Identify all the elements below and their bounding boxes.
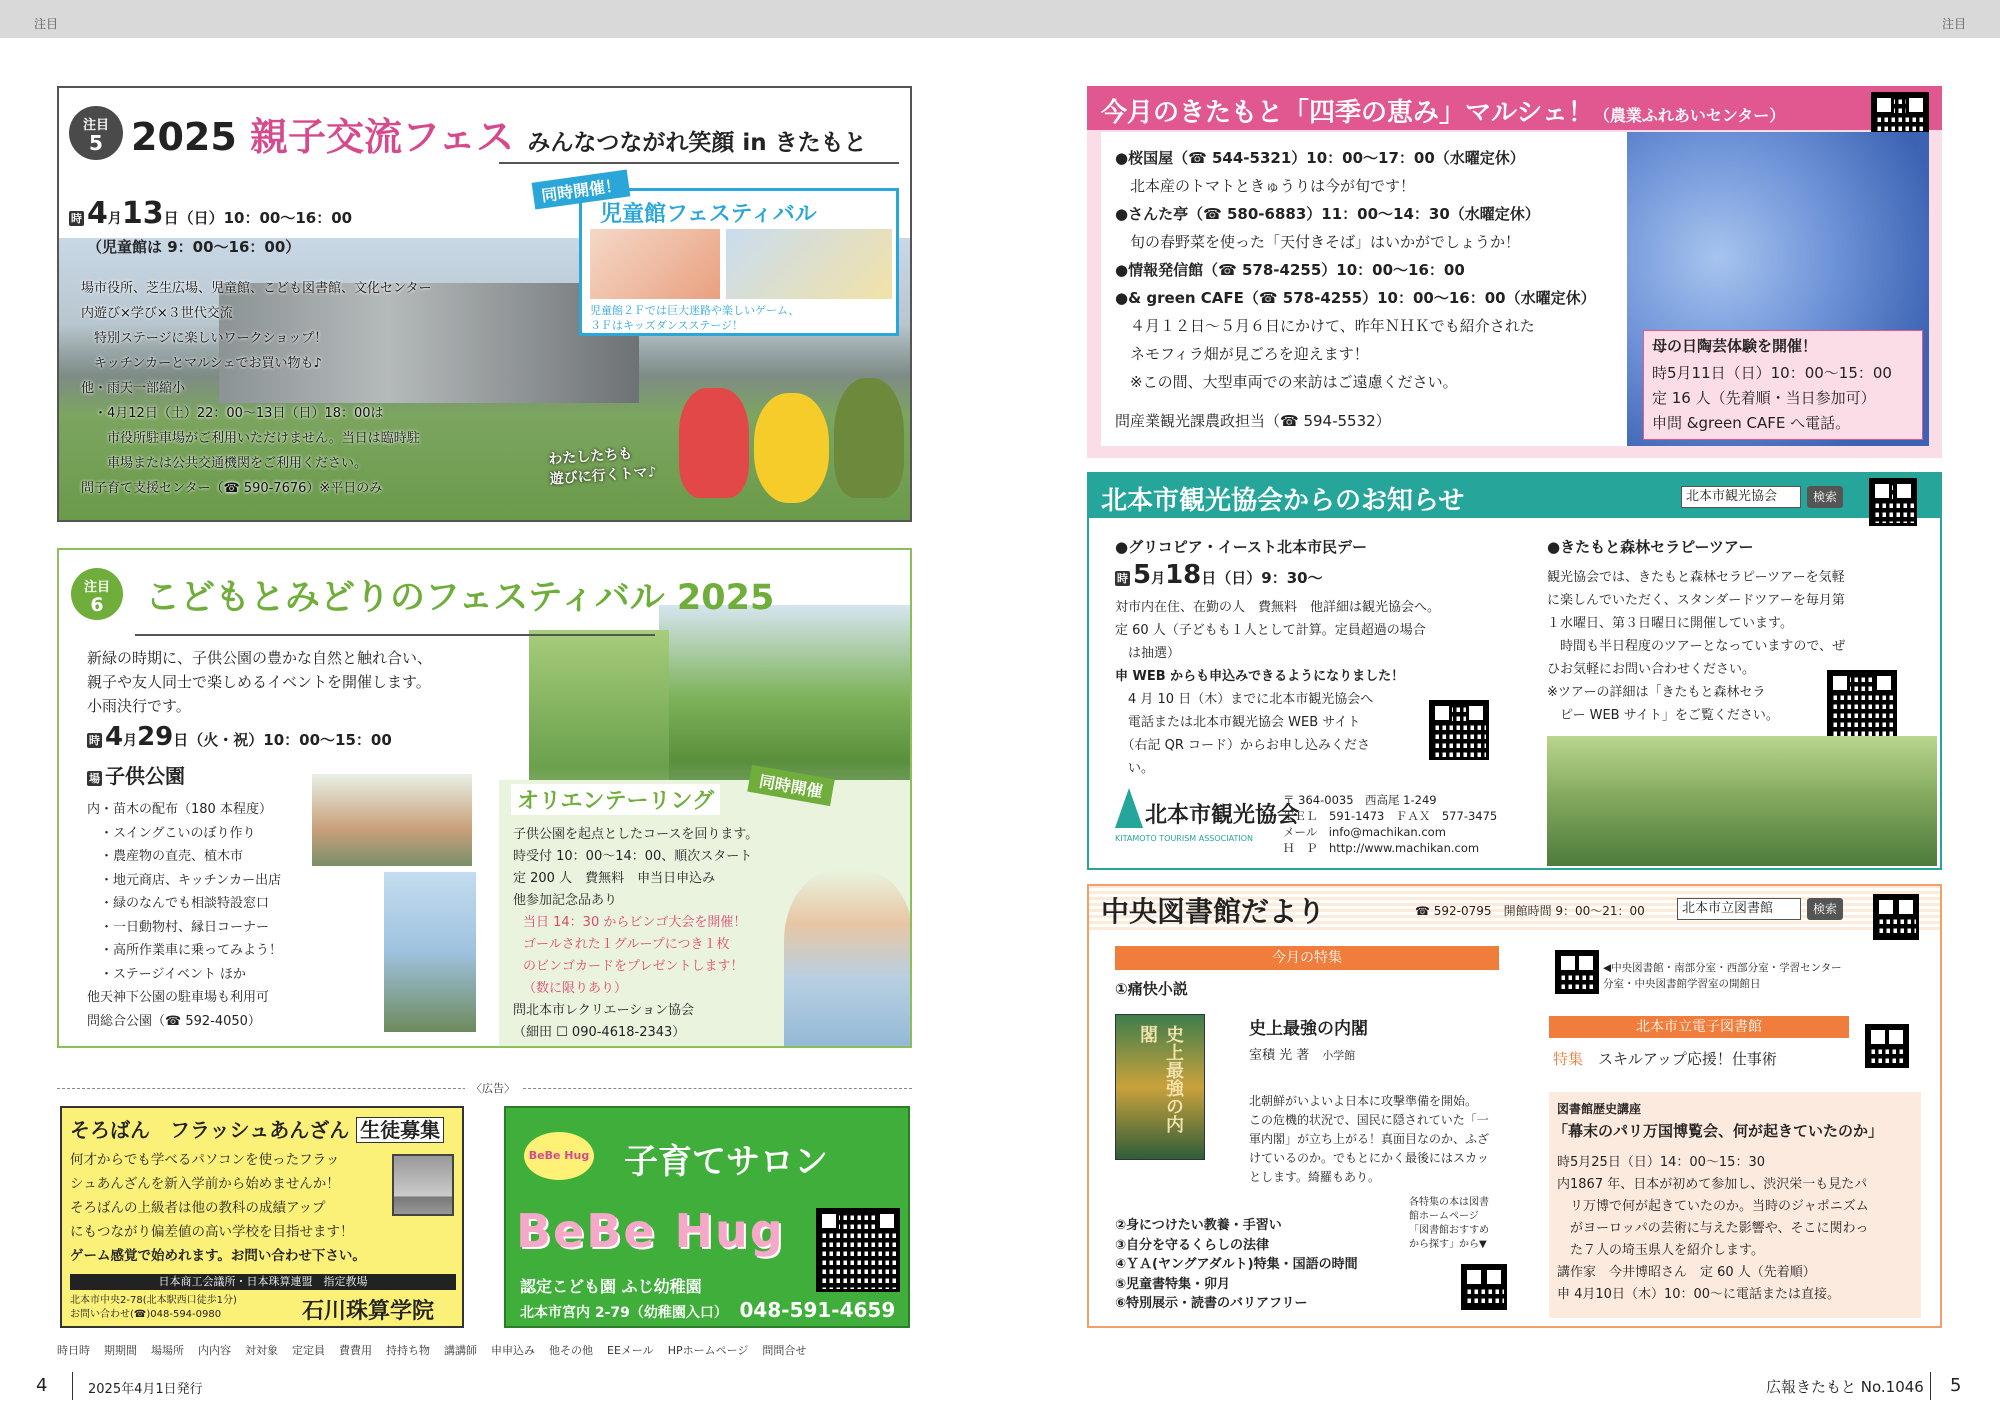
library-header bbox=[1089, 886, 1942, 930]
fest6-box bbox=[57, 548, 912, 1048]
ad-label: 〈広告〉 bbox=[465, 1080, 521, 1096]
marche-contact: 問産業観光課農政担当（☎ 594-5532） bbox=[1115, 412, 1391, 430]
fest5-box bbox=[57, 86, 912, 522]
feature-qr bbox=[1461, 1264, 1507, 1310]
fest5-details: 場市役所、芝生広場、児童館、こども図書館、文化センター 内遊び×学び×３世代交流 特別ステージに楽しいワークショップ！ キッチンカーとマルシェでお買い物も♪ 他・雨天一部縮小 ・4月12日（土）22：00～13日（日）18：00は 市役所駐車場がご利用いただけません。当日は臨時駐 車場または公共交通機関をご利用ください。 問子育て支援センター（☎ 590-7676）※平日のみ bbox=[81, 281, 432, 496]
fest5-date-note: （児童館は 9：00～16：00） bbox=[87, 238, 301, 256]
orient-bingo: 当日 14：30 からビンゴ大会を開催！ ゴールされた１グループにつき１枚 のビンゴカードをプレゼントします！ （数に限りあり） bbox=[523, 915, 747, 996]
salon-contact: 北本市宮内 2-79（幼稚園入口） 048-591-4659 bbox=[520, 1298, 896, 1322]
orient-title: オリエンテーリング bbox=[511, 784, 720, 815]
library-title: 中央図書館だより bbox=[1101, 895, 1326, 928]
fest6-badge: 注目 6 bbox=[71, 568, 123, 620]
book-author: 室積 光 著 小学館 bbox=[1249, 1048, 1356, 1063]
mascot-characters bbox=[679, 368, 909, 518]
soroban-school: 石川珠算学院 bbox=[302, 1299, 435, 1324]
ebook-feature: 特集 スキルアップ応援！仕事術 bbox=[1553, 1050, 1777, 1068]
branch-qr bbox=[1555, 950, 1599, 994]
book-title: 史上最強の内閣 bbox=[1249, 1019, 1368, 1039]
history-panel bbox=[1549, 1092, 1921, 1318]
tourism-address: 〒 364-0035 西高尾 1-249 ＴＥＬ 591-1473 ＦＡＸ 577-3475 メール info@machikan.com Ｈ Ｐ http://www.machikan.com bbox=[1283, 793, 1498, 855]
marche-header bbox=[1087, 86, 1942, 130]
library-header-qr bbox=[1873, 894, 1919, 940]
tourism-header-qr bbox=[1869, 478, 1917, 526]
concurrent-label: 同時開催！ bbox=[532, 169, 631, 209]
fest5-title-rule bbox=[499, 162, 899, 164]
page-number-left: 4 bbox=[36, 1375, 48, 1396]
glico-title: ●グリコピア・イースト北本市民デー bbox=[1115, 538, 1368, 556]
salon-logo-small: BeBe Hug bbox=[524, 1132, 594, 1180]
salon-qr bbox=[816, 1208, 900, 1292]
glico-qr bbox=[1429, 700, 1489, 760]
history-lines: 時5月25日（日）14：00～15：30 内1867 年、日本が初めて参加し、渋沢栄一も見たパ リ万博で何が起きていたのか。当時のジャポニズム がヨーロッパの芸術に与えた影響や、そこに関わっ た７人の埼玉県人を紹介します。 講作家 今井博昭さん 定 60 人（先着順） 申 4月10日（木）10：00～に電話または直接。 bbox=[1557, 1155, 1869, 1302]
pottery-panel bbox=[1643, 330, 1923, 440]
boy-photo bbox=[784, 870, 912, 1048]
library-phone-hours: ☎ 592-0795 開館時間 9：00～21：00 bbox=[1415, 904, 1645, 918]
history-label: 図書館歴史講座 bbox=[1557, 1102, 1642, 1116]
history-title: 「幕末のパリ万国博覧会、何が起きていたのか」 bbox=[1553, 1122, 1884, 1140]
market-photo bbox=[312, 774, 472, 866]
pottery-title: 母の日陶芸体験を開催！ bbox=[1652, 337, 1818, 355]
jidokan-note: 児童館２Ｆでは巨大迷路や楽しいゲーム、 ３Ｆはキッズダンスステージ！ bbox=[590, 304, 800, 332]
feature-list: ②身につけたい教養・手習い ③自分を守るくらしの法律 ④ＹＡ(ヤングアダルト)特集・国語の時間 ⑤児童書特集・卯月 ⑥特別展示・読書のバリアフリー bbox=[1115, 1218, 1358, 1311]
orienteering-panel bbox=[499, 780, 912, 1048]
footer-divider-right bbox=[1930, 1372, 1931, 1400]
library-search-box[interactable]: 北本市立図書館 bbox=[1677, 898, 1801, 920]
pottery-lines: 時5月11日（日）10：00～15：00 定 16 人（先着順・当日参加可） 申問 &green CAFE へ電話。 bbox=[1652, 364, 1892, 432]
library-box bbox=[1087, 884, 1942, 1328]
orient-concurrent: 同時開催 bbox=[747, 765, 834, 806]
tourism-title: 北本市観光協会からのお知らせ bbox=[1101, 486, 1465, 516]
jidokan-title: 児童館フェスティバル bbox=[600, 202, 817, 227]
tourism-box bbox=[1087, 472, 1942, 870]
branch-note: ◀中央図書館・南部分室・西部分室・学習センター 分室・中央図書館学習室の開館日 bbox=[1603, 962, 1842, 990]
icon-legend: 時日時 期期間 場場所 内内容 対対象 定定員 費費用 持持ち物 講講師 申申込み 他その他 EEメール HPホームページ 問問合せ bbox=[57, 1344, 807, 1357]
fest5-date: 時 4月13日（日）10：00～16：00 bbox=[71, 196, 353, 231]
tourism-header bbox=[1089, 474, 1942, 518]
glico-lines: 対市内在住、在勤の人 費無料 他詳細は観光協会へ。 定 60 人（子どもも１人として計算。定員超過の場合 は抽選） 申 WEB からも申込みできるようになりました！ 4 月 10 日（木）までに北本市観光協会へ 電話または北本市観光協会 WEB サイト （右記 QR コード）からお申し込みくださ い。 bbox=[1115, 600, 1441, 776]
soroban-ad bbox=[60, 1106, 464, 1328]
forest-title: ●きたもと森林セラピーツアー bbox=[1547, 538, 1754, 556]
ebook-qr bbox=[1865, 1024, 1909, 1068]
header-band bbox=[0, 0, 2000, 38]
tourism-logo: 北本市観光協会 KITAMOTO TOURISM ASSOCIATION bbox=[1115, 788, 1275, 852]
jidokan-photo-1 bbox=[590, 229, 720, 299]
soroban-title: そろばん フラッシュあんざん 生徒募集 bbox=[70, 1114, 444, 1143]
forest-photo bbox=[1547, 736, 1937, 866]
fest6-place: 場 子供公園 bbox=[89, 764, 185, 788]
marche-lines: ●桜国屋（☎ 544-5321）10：00～17：00（水曜定休） 北本産のトマトときゅうりは今が旬です！ ●さんた亭（☎ 580-6883）11：00～14：30（水曜定休） 旬の春野菜を使った「天付きそば」はいかがでしょうか！ ●情報発信館（☎ 578-4255）10：00～16：00 ●& green CAFE（☎ 578-4255）10：00～16：00（水曜定休） ４月１２日～５月６日にかけて、昨年ＮＨＫでも紹介された ネモフィラ畑が見ごろを迎えます！ ※この間、大型車両での来訪はご遠慮ください。 bbox=[1115, 149, 1596, 391]
salon-title: 子育てサロン bbox=[624, 1142, 828, 1182]
glico-date: 時 5月18日（日）9：30～ bbox=[1117, 560, 1323, 590]
tourism-search-button[interactable]: 検索 bbox=[1807, 486, 1843, 508]
header-right-label: 注目 bbox=[1942, 17, 1967, 31]
soroban-lines: 何才からでも学べるパソコンを使ったフラッ シュあんざんを新入学前から始めませんか！ そろばんの上級者は他の教科の成績アップ にもつながり偏差値の高い学校を目指せます！ ゲーム感覚で始めれます。お問い合わせ下さい。 bbox=[70, 1152, 366, 1264]
salon-logo: BeBe Hug bbox=[516, 1204, 785, 1258]
salon-ad bbox=[504, 1106, 910, 1328]
fest6-title: こどもとみどりのフェスティバル 2025 bbox=[145, 578, 775, 618]
jidokan-panel bbox=[579, 188, 899, 336]
mascot-caption: わたしたちも 遊びに行くトマ♪ bbox=[547, 445, 658, 488]
forest-lines: 観光協会では、きたもと森林セラピーツアーを気軽 に楽しんでいただく、スタンダードツアーを毎月第 １水曜日、第３日曜日に開催しています。 時間も半日程度のツアーとなっていますので、ぜ ひお気軽にお問い合わせください。 ※ツアーの詳細は「きたもと森林セラ ピー WEB サイト」をご覧ください。 bbox=[1547, 570, 1846, 723]
marche-title: 今月のきたもと「四季の恵み」マルシェ！（農業ふれあいセンター） bbox=[1101, 98, 1786, 128]
salon-kinder: 認定こども園 ふじ幼稚園 bbox=[520, 1277, 702, 1296]
orient-contact: 問北本市レクリエーション協会 （細田 ☐ 090-4618-2343） bbox=[513, 1003, 694, 1040]
fest5-badge: 注目 5 bbox=[69, 106, 123, 160]
fest6-intro: 新緑の時期に、子供公園の豊かな自然と触れ合い、 親子や友人同士で楽しめるイベントを開催します。 小雨決行です。 bbox=[87, 649, 433, 715]
forest-qr bbox=[1827, 670, 1897, 740]
crane-photo bbox=[384, 872, 476, 1032]
feature-header: 今月の特集 bbox=[1115, 946, 1499, 970]
page-number-right: 5 bbox=[1950, 1375, 1962, 1396]
footer-divider-left bbox=[72, 1372, 73, 1400]
fest5-title: 2025 親子交流フェス みんなつながれ笑顔 in きたもと bbox=[131, 115, 867, 159]
tourism-search-box[interactable]: 北本市観光協会 bbox=[1681, 486, 1801, 508]
laptop-icon bbox=[392, 1154, 454, 1216]
jidokan-photo-2 bbox=[726, 229, 892, 299]
fest6-items: 内・苗木の配布（180 本程度） ・スイングこいのぼり作り ・農産物の直売、植木市 ・地元商店、キッチンカー出店 ・緑のなんでも相談特設窓口 ・一日動物村、縁日コーナー ・高所作業車に乗ってみよう！ ・ステージイベント ほか 他天神下公園の駐車場も利用可 問総合公園（☎ 592-4050） bbox=[87, 802, 283, 1029]
hp-note: 各特集の本は図書 館ホームページ 「図書館おすすめ から探す」から▼ bbox=[1409, 1197, 1490, 1250]
orient-lines: 子供公園を起点としたコースを回ります。 時受付 10：00～14：00、順次スタート 定 200 人 費無料 申当日申込み 他参加記念品あり bbox=[513, 827, 759, 908]
ebook-header: 北本市立電子図書館 bbox=[1549, 1016, 1849, 1038]
book-desc: 北朝鮮がいよいよ日本に攻撃準備を開始。 この危機的状況で、国民に隠されていた「一 軍内閣」が立ち上がる！真面目なのか、ふざ けているのか。でもとにかく最後にはスカッ とします。綺羅もあり。 bbox=[1249, 1094, 1490, 1184]
feature-first: ①痛快小説 bbox=[1115, 980, 1188, 998]
marche-box bbox=[1087, 86, 1942, 458]
fest6-date: 時 4月29日（火・祝）10：00～15：00 bbox=[89, 722, 392, 752]
fest6-title-rule bbox=[135, 634, 655, 636]
issue-date: 2025年4月1日発行 bbox=[88, 1382, 203, 1397]
publication-name: 広報きたもと No.1046 bbox=[1766, 1378, 1924, 1396]
soroban-addr: 北本市中央2-78(北本駅西口徒歩1分) お問い合わせ(☎)048-594-0980 bbox=[70, 1295, 237, 1320]
library-search-button[interactable]: 検索 bbox=[1807, 898, 1843, 920]
soroban-org: 日本商工会議所・日本珠算連盟 指定教場 bbox=[70, 1274, 456, 1290]
book-cover: 史上最強の内閣 bbox=[1115, 1014, 1205, 1160]
header-left-label: 注目 bbox=[34, 17, 59, 31]
